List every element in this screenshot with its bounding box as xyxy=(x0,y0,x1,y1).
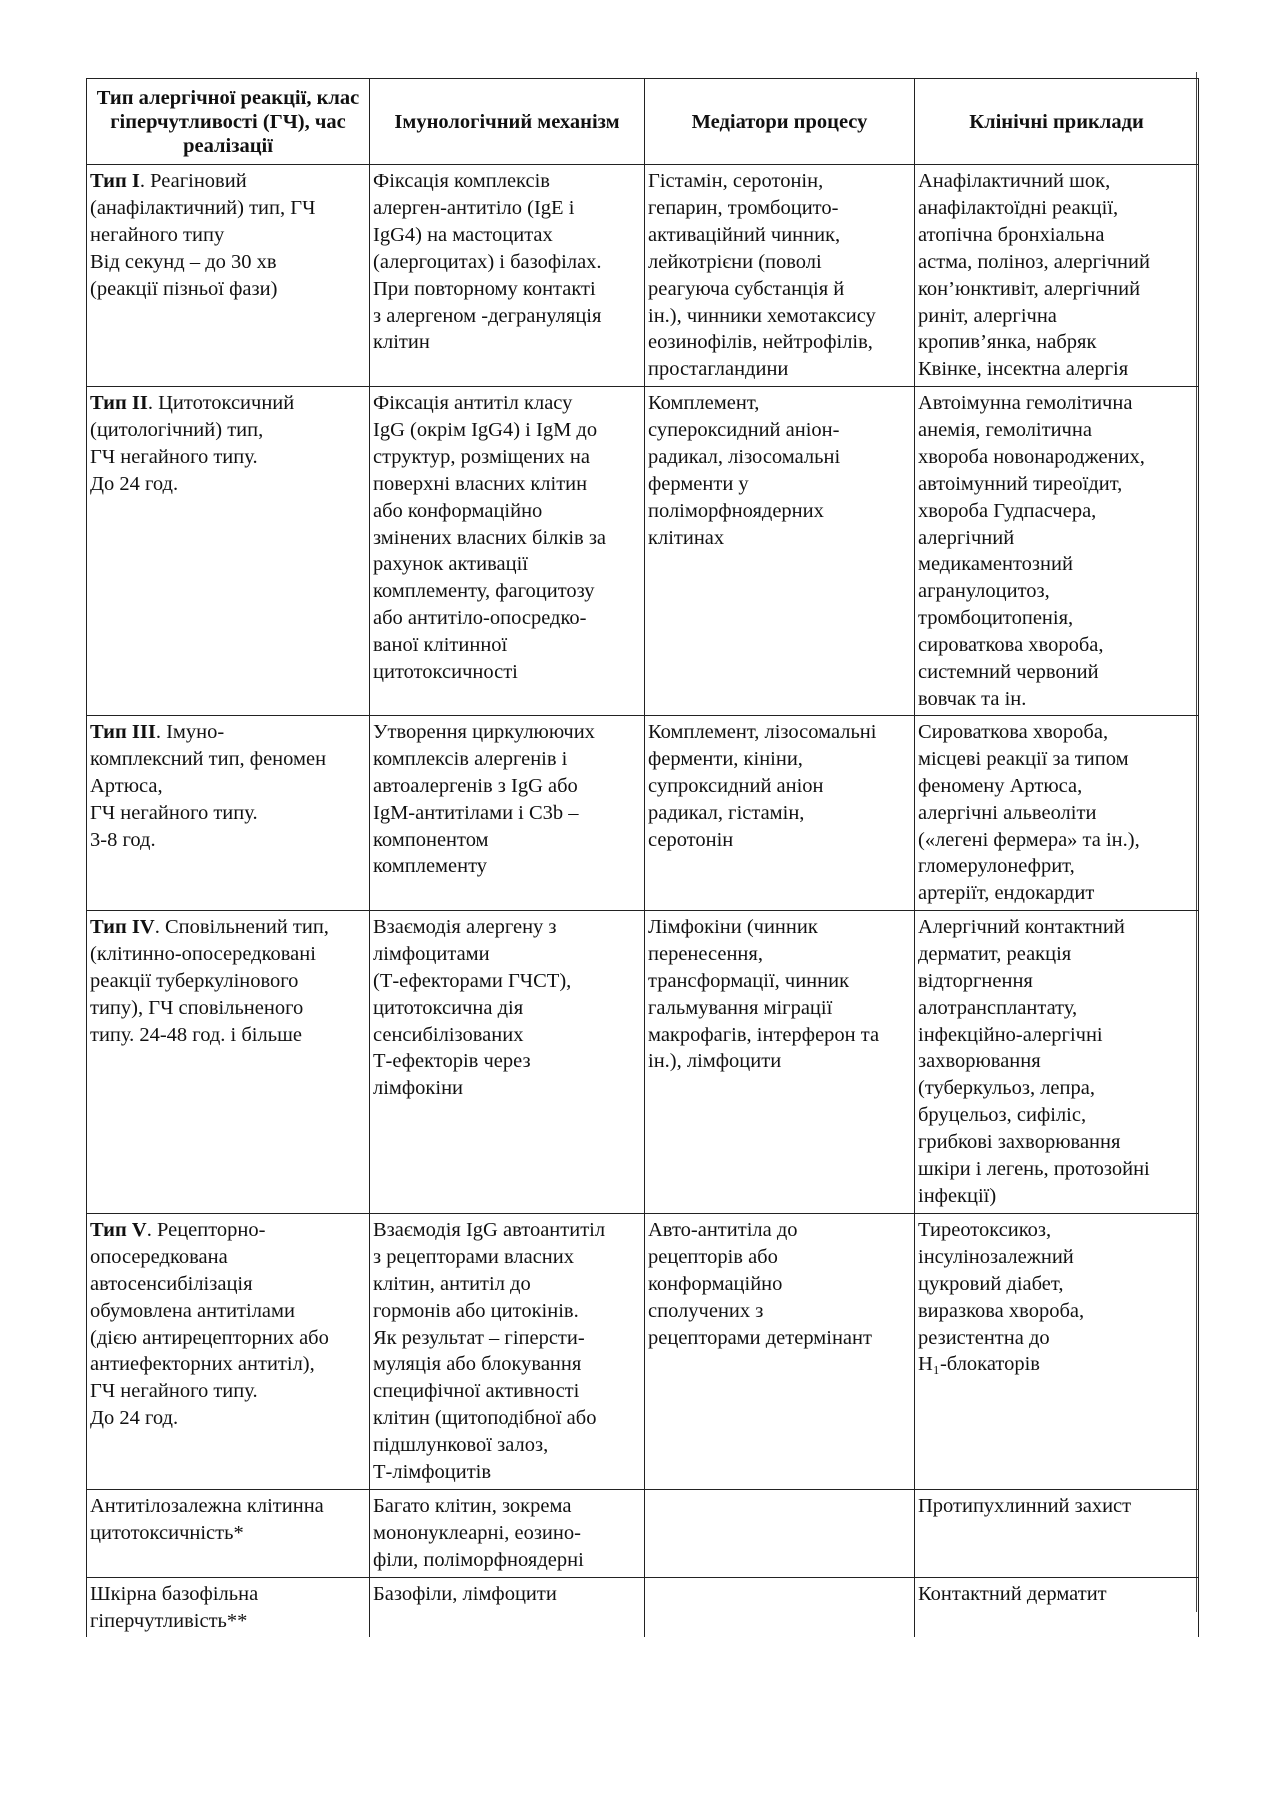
table-header-row xyxy=(87,79,1199,165)
header-type: Тип алергічної реакції, клас гіперчутливості (ГЧ), час реалізації xyxy=(87,79,370,165)
mediators-text: Авто-антитіла до рецепторів або конформаційно сполучених з рецепторами детермінант xyxy=(648,1218,872,1349)
cell-examples xyxy=(915,1577,1199,1637)
header-mechanism: Імунологічний механізм xyxy=(370,79,645,165)
type-text: Антитілозалежна клітинна цитотоксичність* xyxy=(90,1494,324,1544)
table-row xyxy=(87,1577,1199,1637)
mediators-text: Лімфокіни (чинник перенесення, трансформації, чинник гальмування міграції макрофагів, інтерферон та ін.), лімфоцити xyxy=(648,915,880,1073)
mechanism-text: Фіксація комплексів алерген-антитіло (IgE і IgG4) на мастоцитах (алергоцитах) і базофілах. При повторному контакті з алергеном -дегрануляція клітин xyxy=(373,170,602,354)
cell-examples xyxy=(915,1489,1199,1577)
type-text: . Сповільнений тип, (клітинно-опосередковані реакції туберкулінового типу), ГЧ сповільненого типу. 24-48 год. і більше xyxy=(90,915,329,1046)
header-mediators: Медіатори процесу xyxy=(645,79,915,165)
examples-text: Протипухлинний захист xyxy=(918,1494,1132,1517)
allergy-types-table xyxy=(86,78,1199,1637)
examples-text: Автоімунна гемолітична анемія, гемолітична хвороба новонароджених, автоімунний тиреоїдит, хвороба Гудпасчера, алергічний медикаментозний агранулоцитоз, тромбоцитопенія, сироваткова хвороба, системний червоний вовчак та ін. xyxy=(918,392,1145,710)
cell-mechanism xyxy=(370,165,645,387)
cell-mediators xyxy=(645,715,915,910)
cell-mediators xyxy=(645,910,915,1213)
mediators-text: Комплемент, супероксидний аніон- радикал, лізосомальні ферменти у поліморфноядерних клітинах xyxy=(648,392,841,549)
cell-mediators xyxy=(645,1577,915,1637)
cell-mediators xyxy=(645,165,915,387)
mechanism-text: Утворення циркулюючих комплексів алергенів і автоалергенів з IgG або IgM-антитілами і С3b – компонентом комплементу xyxy=(373,720,595,878)
examples-text: Анафілактичний шок, анафілактоїдні реакції, атопічна бронхіальна астма, поліноз, алергічний кон’юнктивіт, алергічний риніт, алергічна кропив’янка, набряк Квінке, інсектна алергія xyxy=(918,170,1150,381)
table-row xyxy=(87,387,1199,716)
cell-mechanism xyxy=(370,1489,645,1577)
type-text: Шкірна базофільна гіперчутливість** xyxy=(90,1582,259,1632)
type-text: . Реагіновий (анафілактичний) тип, ГЧ негайного типу Від секунд – до 30 хв (реакції пізньої фази) xyxy=(90,170,316,300)
type-text: . Імуно- комплексний тип, феномен Артюса, ГЧ негайного типу. 3-8 год. xyxy=(90,720,327,851)
type-label: Тип ІІ xyxy=(90,392,148,414)
mediators-text: Комплемент, лізосомальні ферменти, кініни, супроксидний аніон радикал, гістамін, серотонін xyxy=(648,720,877,851)
cell-examples xyxy=(915,387,1199,716)
cell-mechanism xyxy=(370,715,645,910)
cell-type xyxy=(87,165,370,387)
mediators-text: Гістамін, серотонін, гепарин, тромбоцито- активаційний чинник, лейкотрієни (поволі реагуюча субстанція й ін.), чинники хемотаксису еозинофілів, нейтрофілів, простагландини xyxy=(648,170,876,381)
cell-examples xyxy=(915,910,1199,1213)
table-row xyxy=(87,715,1199,910)
cell-type xyxy=(87,1213,370,1489)
cell-examples xyxy=(915,715,1199,910)
cell-mechanism xyxy=(370,910,645,1213)
type-label: Тип І xyxy=(90,170,140,192)
type-label: Тип ІІІ xyxy=(90,720,156,743)
table-row xyxy=(87,165,1199,387)
cell-type xyxy=(87,1489,370,1577)
cell-mediators xyxy=(645,387,915,716)
header-examples: Клінічні приклади xyxy=(915,79,1199,165)
mechanism-text: Фіксація антитіл класу IgG (окрім IgG4) і IgM до структур, розміщених на поверхні власних клітин або конформаційно змінених власних білків за рахунок активації комплементу, фагоцитозу або антитіло-опосредко- ваної клітинної цитотоксичності xyxy=(373,392,607,684)
mechanism-text: Взаємодія IgG автоантитіл з рецепторами власних клітин, антитіл до гормонів або цитокінів. Як результат – гіперсти- муляція або блокування специфічної активності клітин (щитоподібної або підшлункової залоз, Т-лімфоцитів xyxy=(373,1218,606,1484)
mechanism-text: Взаємодія алергену з лімфоцитами (Т-ефекторами ГЧСТ), цитотоксична дія сенсибілізованих Т-ефекторів через лімфокіни xyxy=(373,915,572,1100)
cell-mediators xyxy=(645,1489,915,1577)
document-page xyxy=(86,78,1198,1637)
examples-text: Алергічний контактний дерматит, реакція відторгнення алотрансплантату, інфекційно-алергічні захворювання (туберкульоз, лепра, бруцельоз, сифіліс, грибкові захворювання шкіри і легень, протозойні інфекції) xyxy=(918,915,1150,1207)
mechanism-text: Багато клітин, зокрема мононуклеарні, еозино- філи, поліморфноядерні xyxy=(373,1494,584,1571)
mechanism-text: Базофіли, лімфоцити xyxy=(373,1582,557,1605)
examples-text: Контактний дерматит xyxy=(918,1582,1107,1605)
cell-type xyxy=(87,910,370,1213)
cell-mechanism xyxy=(370,1213,645,1489)
type-label: Тип V xyxy=(90,1218,147,1241)
examples-text: Тиреотоксикоз, інсулінозалежний цукровий діабет, виразкова хвороба, резистентна до Н₁-блокаторів xyxy=(918,1218,1085,1376)
type-text: . Цитотоксичний (цитологічний) тип, ГЧ негайного типу. До 24 год. xyxy=(90,392,295,495)
cell-type xyxy=(87,715,370,910)
table-row xyxy=(87,1489,1199,1577)
cell-examples xyxy=(915,165,1199,387)
table-row xyxy=(87,1213,1199,1489)
cell-examples xyxy=(915,1213,1199,1489)
table-row xyxy=(87,910,1199,1213)
cell-mediators xyxy=(645,1213,915,1489)
cell-mechanism xyxy=(370,1577,645,1637)
cell-type xyxy=(87,1577,370,1637)
type-label: Тип ІV xyxy=(90,915,155,938)
examples-text: Сироваткова хвороба, місцеві реакції за типом феномену Артюса, алергічні альвеоліти («легені фермера» та ін.), гломерулонефрит, артеріїт, ендокардит xyxy=(918,720,1140,905)
cell-type xyxy=(87,387,370,716)
cell-mechanism xyxy=(370,387,645,716)
type-text: . Рецепторно- опосередкована автосенсибілізація обумовлена антитілами (дією антирецепторних або антиефекторних антитіл), ГЧ негайного типу. До 24 год. xyxy=(90,1218,329,1430)
